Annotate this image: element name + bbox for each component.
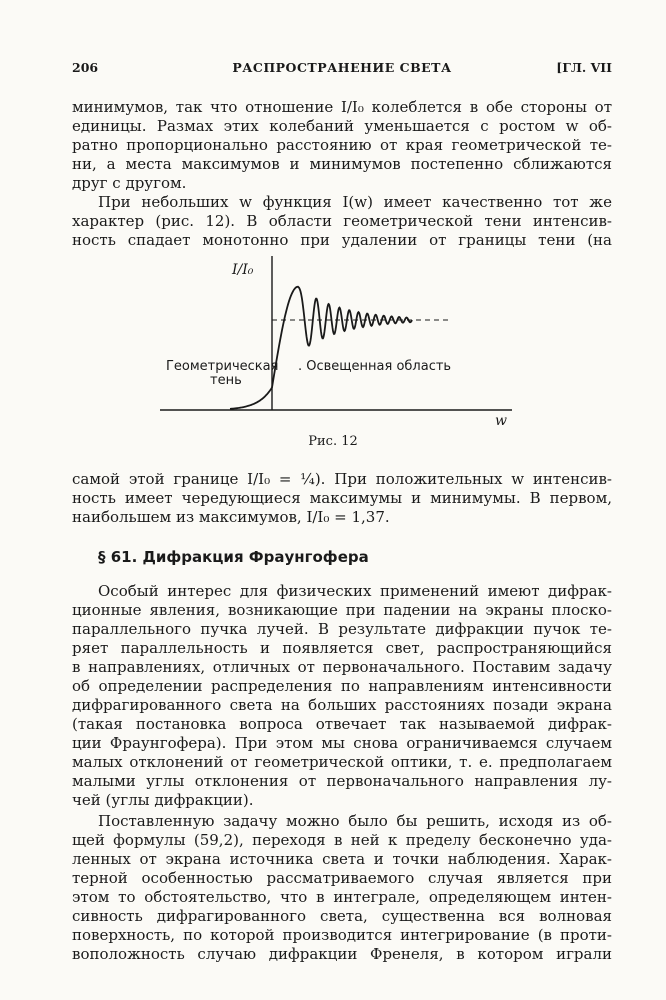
text-line: ность спадает монотонно при удалении от границы тени (на	[72, 231, 612, 249]
paragraph-4	[72, 582, 612, 810]
text-line: Поставленную задачу можно было бы решить, исходя из об-	[98, 812, 612, 830]
text-line: этом то обстоятельство, что в интеграле, определяющем интен-	[72, 888, 612, 906]
text-line: поверхность, по которой производится интегрирование (в проти-	[72, 926, 612, 944]
text-line: Особый интерес для физических применений имеют дифрак-	[98, 582, 612, 600]
paragraph-1	[72, 98, 612, 193]
figure-12	[150, 250, 520, 430]
text-line: ционные явления, возникающие при падении на экраны плоско-	[72, 601, 612, 619]
text-line: самой этой границе I/I₀ = ¼). При положительных w интенсив-	[72, 470, 612, 488]
text-line: ность имеет чередующиеся максимумы и минимумы. В первом,	[72, 489, 612, 507]
text-line: характер (рис. 12). В области геометрической тени интенсив-	[72, 212, 612, 230]
text-line: При небольших w функция I(w) имеет качественно тот же	[98, 193, 612, 211]
text-line: воположность случаю дифракции Френеля, в котором играли	[72, 945, 612, 963]
text-line: наибольшем из максимумов, I/I₀ = 1,37.	[72, 508, 390, 526]
text-line: чей (углы дифракции).	[72, 791, 254, 809]
text-line: об определении распределения по направлениям интенсивности	[72, 677, 612, 695]
text-line: сивность дифрагированного света, существенна вся волновая	[72, 907, 612, 925]
text-line: в направлениях, отличных от первоначального. Поставим задачу	[72, 658, 612, 676]
shadow-label-line2: тень	[210, 373, 242, 388]
intensity-curve	[230, 287, 412, 409]
paragraph-5	[72, 812, 612, 964]
text-line: малых отклонений от геометрической оптики, т. е. предполагаем	[72, 753, 612, 771]
text-line: минимумов, так что отношение I/I₀ колеблется в обе стороны от	[72, 98, 612, 116]
y-axis-label: I/I₀	[232, 262, 254, 278]
text-line: ни, а места максимумов и минимумов постепенно сближаются	[72, 155, 612, 173]
text-line: терной особенностью рассматриваемого случая является при	[72, 869, 612, 887]
text-line: дифрагированного света на больших расстояниях позади экрана	[72, 696, 612, 714]
figure-caption: Рис. 12	[308, 434, 358, 449]
text-line: ленных от экрана источника света и точки наблюдения. Харак-	[72, 850, 612, 868]
lit-region-label: . Освещенная область	[298, 359, 452, 374]
page-number: 206	[72, 60, 99, 75]
shadow-label-line1: Геометрическая	[166, 359, 279, 374]
section-title: § 61. Дифракция Фраунгофера	[98, 548, 369, 566]
text-line: ряет параллельность и появляется свет, распространяющийся	[72, 639, 612, 657]
paragraph-3	[72, 470, 612, 527]
text-line: щей формулы (59,2), переходя в ней к пределу бесконечно уда-	[72, 831, 612, 849]
text-line: (такая постановка вопроса отвечает так называемой дифрак-	[72, 715, 612, 733]
running-header	[72, 60, 612, 80]
text-line: ции Фраунгофера). При этом мы снова ограничиваемся случаем	[72, 734, 612, 752]
text-line: ратно пропорционально расстоянию от края геометрической те-	[72, 136, 612, 154]
text-line: малыми углы отклонения от первоначального направления лу-	[72, 772, 612, 790]
text-line: друг с другом.	[72, 174, 187, 192]
text-line: параллельного пучка лучей. В результате дифракции пучок те-	[72, 620, 612, 638]
chapter-label: [ГЛ. VII	[556, 60, 612, 75]
running-title: РАСПРОСТРАНЕНИЕ СВЕТА	[232, 60, 452, 75]
text-line: единицы. Размах этих колебаний уменьшается с ростом w об-	[72, 117, 612, 135]
x-axis-label: w	[495, 413, 507, 429]
paragraph-2	[72, 193, 612, 250]
